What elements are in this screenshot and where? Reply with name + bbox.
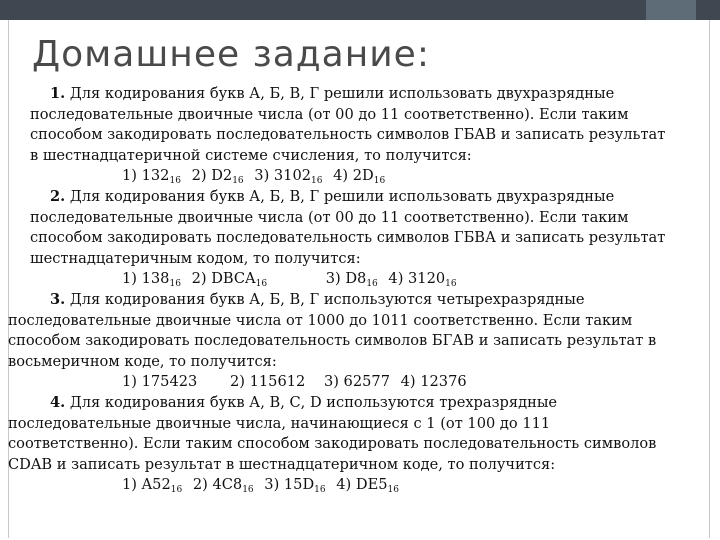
- task-text: в шестнадцатеричной системе счисления, то получится:: [30, 146, 472, 164]
- task-text: последовательные двоичные числа от 1000 до 1011 соответственно. Если таким: [8, 311, 633, 329]
- task-text: Для кодирования букв А, Б, В, Г решили использовать двухразрядные: [69, 85, 615, 102]
- task-text: способом закодировать последовательность символов ГБАВ и записать результат: [30, 126, 666, 144]
- slide-top-bar: [0, 0, 720, 20]
- task-text: способом закодировать последовательность символов БГАВ и записать результат в: [8, 332, 657, 350]
- answer-option: 1) $A52_{16}$: [122, 476, 183, 496]
- task-number: 2.: [50, 187, 66, 205]
- task-text: шестнадцатеричным кодом, то получится:: [30, 249, 361, 267]
- answer-option: 4) $2D_{16}$: [333, 167, 386, 187]
- answer-options: [8, 269, 714, 290]
- page-title: Домашнее задание:: [32, 34, 430, 75]
- answer-option: 1) 175423: [122, 373, 198, 391]
- task-number: 1.: [50, 85, 66, 102]
- answer-option: 4) $3120_{16}$: [388, 270, 457, 290]
- answer-option: 2) $4C8_{16}$: [192, 476, 254, 496]
- task-text: способом закодировать последовательность символов ГБВА и записать результат: [30, 229, 666, 247]
- task-text: соответственно). Если таким способом закодировать последовательность символов: [8, 435, 657, 453]
- task-text: Для кодирования букв А, Б, В, Г используются четырехразрядные: [69, 290, 585, 308]
- answer-options: [8, 166, 714, 187]
- answer-option: 2) 115612: [229, 373, 306, 391]
- task-text: последовательные двоичные числа, начинающиеся с 1 (от 100 до 111: [8, 414, 551, 432]
- task-number: 4.: [50, 393, 66, 411]
- answer-option: 2) $D2_{16}$: [191, 167, 244, 187]
- task-number: 3.: [50, 290, 66, 308]
- task-4: [8, 393, 714, 496]
- task-1: [8, 84, 714, 187]
- answer-option: 3) $3102_{16}$: [254, 167, 323, 187]
- top-bar-accent: [646, 0, 696, 20]
- answer-options: [8, 475, 714, 496]
- task-text: последовательные двоичные числа (от 00 до 11 соответственно). Если таким: [30, 105, 629, 123]
- task-text: восьмеричном коде, то получится:: [8, 352, 277, 370]
- task-3: [8, 290, 714, 393]
- answer-options: [8, 372, 714, 393]
- task-text: Для кодирования букв А, В, С, D используются трехразрядные: [69, 393, 558, 411]
- answer-option: 4) 12376: [400, 373, 467, 391]
- answer-option: 3) $15D_{16}$: [264, 476, 326, 496]
- answer-option: 1) $138_{16}$: [122, 270, 181, 290]
- slide-body: [8, 84, 714, 496]
- answer-option: 3) $D8_{16}$: [325, 270, 378, 290]
- answer-option: 2) $DBCA_{16}$: [191, 270, 268, 290]
- answer-option: 4) $DE5_{16}$: [336, 476, 399, 496]
- task-text: Для кодирования букв А, Б, В, Г решили использовать двухразрядные: [69, 187, 615, 205]
- task-text: CDAB и записать результат в шестнадцатеричном коде, то получится:: [8, 455, 556, 473]
- answer-option: 3) 62577: [323, 373, 390, 391]
- answer-option: 1) $132_{16}$: [122, 167, 181, 187]
- task-text: последовательные двоичные числа (от 00 до 11 соответственно). Если таким: [30, 208, 629, 226]
- task-2: [8, 187, 714, 290]
